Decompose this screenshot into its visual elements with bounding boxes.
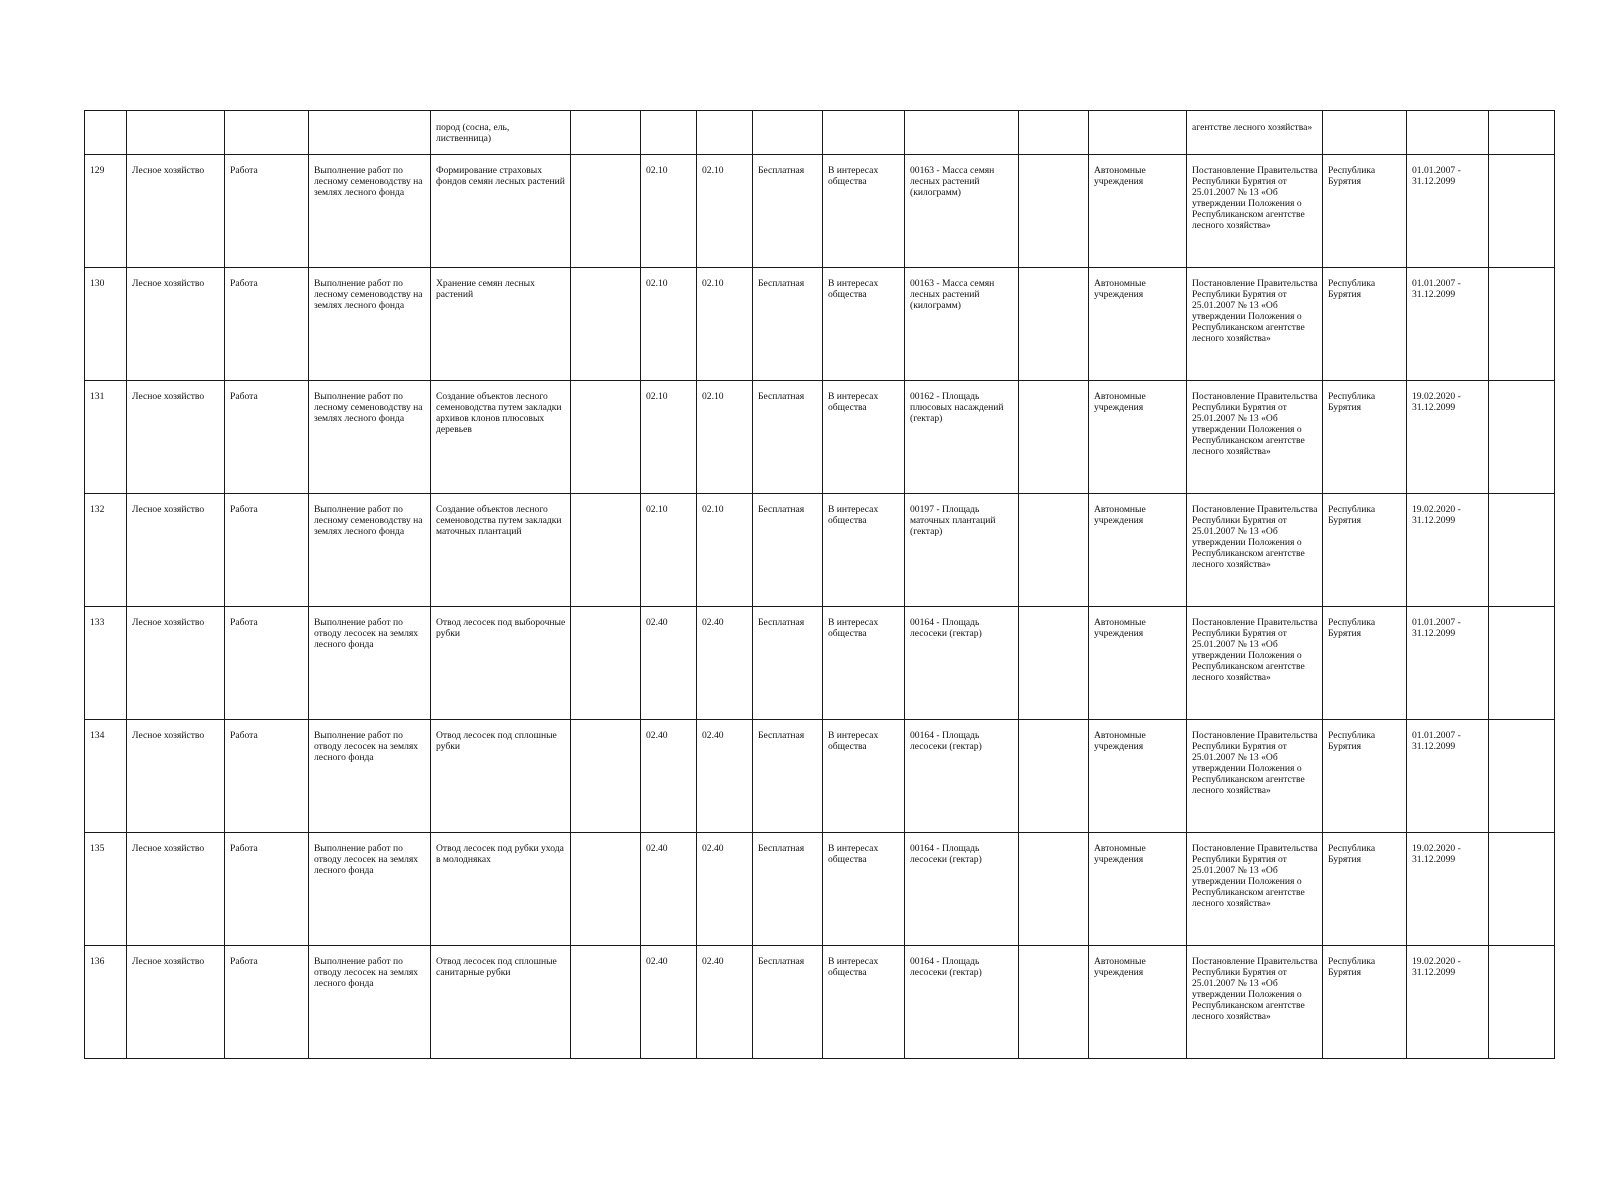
cell-code1: 02.10 (641, 155, 697, 268)
cell-code1: 02.40 (641, 946, 697, 1059)
cell-indicator: 00164 - Площадь лесосеки (гектар) (905, 946, 1019, 1059)
cell-basis: Постановление Правительства Республики Бурятия от 25.01.2007 № 13 «Об утверждении Положения о Республиканском агентстве лесного хозяйства» (1187, 155, 1323, 268)
cell-code1: 02.40 (641, 607, 697, 720)
cell-num: 135 (85, 833, 127, 946)
cell-content: пород (сосна, ель, лиственница) (431, 111, 571, 155)
cell-provider: Автономные учреждения (1089, 833, 1187, 946)
cell-provider: Автономные учреждения (1089, 720, 1187, 833)
cell-payment (753, 111, 823, 155)
cell-region: Республика Бурятия (1323, 946, 1407, 1059)
cell-period: 19.02.2020 - 31.12.2099 (1407, 494, 1489, 607)
cell-name: Выполнение работ по отводу лесосек на землях лесного фонда (309, 720, 431, 833)
cell-content: Отвод лесосек под рубки ухода в молодняках (431, 833, 571, 946)
cell-content: Отвод лесосек под сплошные санитарные рубки (431, 946, 571, 1059)
cell-name: Выполнение работ по лесному семеноводству на землях лесного фонда (309, 494, 431, 607)
cell-interest: В интересах общества (823, 720, 905, 833)
cell-num: 129 (85, 155, 127, 268)
cell-num: 132 (85, 494, 127, 607)
cell-provider: Автономные учреждения (1089, 946, 1187, 1059)
cell-content: Отвод лесосек под сплошные рубки (431, 720, 571, 833)
cell-sphere: Лесное хозяйство (127, 607, 225, 720)
cell-code2: 02.40 (697, 607, 753, 720)
cell-indicator: 00164 - Площадь лесосеки (гектар) (905, 607, 1019, 720)
cell-indicator (905, 111, 1019, 155)
cell-empty (1489, 494, 1555, 607)
cell-sphere: Лесное хозяйство (127, 381, 225, 494)
cell-payment: Бесплатная (753, 607, 823, 720)
cell-basis: агентстве лесного хозяйства» (1187, 111, 1323, 155)
cell-name: Выполнение работ по лесному семеноводству на землях лесного фонда (309, 381, 431, 494)
cell-indicator: 00162 - Площадь плюсовых насаждений (гектар) (905, 381, 1019, 494)
cell-interest: В интересах общества (823, 155, 905, 268)
document-page (84, 110, 1554, 1059)
cell-code1: 02.40 (641, 833, 697, 946)
cell-interest: В интересах общества (823, 607, 905, 720)
cell-interest (823, 111, 905, 155)
cell-indicator: 00163 - Масса семян лесных растений (килограмм) (905, 268, 1019, 381)
cell-empty (1489, 946, 1555, 1059)
cell-empty (1489, 155, 1555, 268)
cell-name: Выполнение работ по отводу лесосек на землях лесного фонда (309, 946, 431, 1059)
cell-provider: Автономные учреждения (1089, 268, 1187, 381)
cell-empty (1489, 111, 1555, 155)
cell-provider: Автономные учреждения (1089, 155, 1187, 268)
cell-code2: 02.40 (697, 833, 753, 946)
cell-code1 (641, 111, 697, 155)
cell-empty (1019, 494, 1089, 607)
cell-kind: Работа (225, 155, 309, 268)
cell-code2: 02.10 (697, 494, 753, 607)
cell-payment: Бесплатная (753, 720, 823, 833)
cell-sphere (127, 111, 225, 155)
cell-empty (1019, 381, 1089, 494)
cell-region: Республика Бурятия (1323, 833, 1407, 946)
continuation-row (85, 111, 1555, 155)
cell-sphere: Лесное хозяйство (127, 268, 225, 381)
cell-empty (1019, 111, 1089, 155)
cell-period: 19.02.2020 - 31.12.2099 (1407, 833, 1489, 946)
cell-empty (1019, 833, 1089, 946)
cell-region: Республика Бурятия (1323, 720, 1407, 833)
cell-name: Выполнение работ по лесному семеноводству на землях лесного фонда (309, 268, 431, 381)
cell-empty (1019, 268, 1089, 381)
cell-sphere: Лесное хозяйство (127, 720, 225, 833)
cell-sphere: Лесное хозяйство (127, 155, 225, 268)
cell-name: Выполнение работ по отводу лесосек на землях лесного фонда (309, 607, 431, 720)
cell-empty (1019, 155, 1089, 268)
cell-empty (571, 607, 641, 720)
cell-interest: В интересах общества (823, 833, 905, 946)
cell-period: 19.02.2020 - 31.12.2099 (1407, 381, 1489, 494)
cell-payment: Бесплатная (753, 155, 823, 268)
cell-empty (1489, 268, 1555, 381)
cell-content: Формирование страховых фондов семян лесных растений (431, 155, 571, 268)
cell-sphere: Лесное хозяйство (127, 946, 225, 1059)
table-row (85, 720, 1555, 833)
cell-payment: Бесплатная (753, 381, 823, 494)
cell-num: 134 (85, 720, 127, 833)
cell-basis: Постановление Правительства Республики Бурятия от 25.01.2007 № 13 «Об утверждении Положения о Республиканском агентстве лесного хозяйства» (1187, 946, 1323, 1059)
cell-sphere: Лесное хозяйство (127, 494, 225, 607)
cell-empty (1489, 720, 1555, 833)
cell-interest: В интересах общества (823, 946, 905, 1059)
cell-code2: 02.40 (697, 720, 753, 833)
table-row (85, 268, 1555, 381)
table-row (85, 833, 1555, 946)
cell-empty (571, 268, 641, 381)
cell-period: 01.01.2007 - 31.12.2099 (1407, 720, 1489, 833)
cell-name: Выполнение работ по отводу лесосек на землях лесного фонда (309, 833, 431, 946)
cell-kind: Работа (225, 494, 309, 607)
cell-code2 (697, 111, 753, 155)
cell-indicator: 00164 - Площадь лесосеки (гектар) (905, 720, 1019, 833)
cell-code1: 02.10 (641, 494, 697, 607)
cell-region: Республика Бурятия (1323, 155, 1407, 268)
cell-code1: 02.40 (641, 720, 697, 833)
cell-code2: 02.10 (697, 155, 753, 268)
cell-empty (571, 111, 641, 155)
cell-kind: Работа (225, 607, 309, 720)
cell-kind (225, 111, 309, 155)
cell-sphere: Лесное хозяйство (127, 833, 225, 946)
table-row (85, 155, 1555, 268)
cell-num: 130 (85, 268, 127, 381)
cell-provider: Автономные учреждения (1089, 381, 1187, 494)
cell-basis: Постановление Правительства Республики Бурятия от 25.01.2007 № 13 «Об утверждении Положения о Республиканском агентстве лесного хозяйства» (1187, 833, 1323, 946)
cell-period: 19.02.2020 - 31.12.2099 (1407, 946, 1489, 1059)
cell-empty (1489, 381, 1555, 494)
cell-empty (1019, 946, 1089, 1059)
table-row (85, 607, 1555, 720)
cell-code1: 02.10 (641, 268, 697, 381)
cell-empty (571, 381, 641, 494)
cell-empty (1019, 720, 1089, 833)
cell-payment: Бесплатная (753, 833, 823, 946)
cell-content: Создание объектов лесного семеноводства путем закладки маточных плантаций (431, 494, 571, 607)
cell-basis: Постановление Правительства Республики Бурятия от 25.01.2007 № 13 «Об утверждении Положения о Республиканском агентстве лесного хозяйства» (1187, 720, 1323, 833)
cell-empty (571, 155, 641, 268)
cell-indicator: 00164 - Площадь лесосеки (гектар) (905, 833, 1019, 946)
cell-interest: В интересах общества (823, 494, 905, 607)
cell-empty (571, 833, 641, 946)
cell-num (85, 111, 127, 155)
cell-empty (1489, 607, 1555, 720)
cell-payment: Бесплатная (753, 946, 823, 1059)
cell-empty (1019, 607, 1089, 720)
cell-provider: Автономные учреждения (1089, 494, 1187, 607)
cell-period: 01.01.2007 - 31.12.2099 (1407, 155, 1489, 268)
cell-basis: Постановление Правительства Республики Бурятия от 25.01.2007 № 13 «Об утверждении Положения о Республиканском агентстве лесного хозяйства» (1187, 268, 1323, 381)
cell-region: Республика Бурятия (1323, 494, 1407, 607)
cell-name: Выполнение работ по лесному семеноводству на землях лесного фонда (309, 155, 431, 268)
cell-kind: Работа (225, 268, 309, 381)
cell-region: Республика Бурятия (1323, 607, 1407, 720)
cell-region: Республика Бурятия (1323, 381, 1407, 494)
cell-num: 133 (85, 607, 127, 720)
cell-period: 01.01.2007 - 31.12.2099 (1407, 607, 1489, 720)
cell-indicator: 00163 - Масса семян лесных растений (килограмм) (905, 155, 1019, 268)
cell-basis: Постановление Правительства Республики Бурятия от 25.01.2007 № 13 «Об утверждении Положения о Республиканском агентстве лесного хозяйства» (1187, 607, 1323, 720)
cell-empty (1489, 833, 1555, 946)
cell-code2: 02.10 (697, 268, 753, 381)
cell-region (1323, 111, 1407, 155)
cell-code2: 02.10 (697, 381, 753, 494)
cell-kind: Работа (225, 833, 309, 946)
cell-content: Отвод лесосек под выборочные рубки (431, 607, 571, 720)
cell-indicator: 00197 - Площадь маточных плантаций (гектар) (905, 494, 1019, 607)
cell-content: Хранение семян лесных растений (431, 268, 571, 381)
cell-provider (1089, 111, 1187, 155)
cell-empty (571, 720, 641, 833)
table-row (85, 494, 1555, 607)
cell-interest: В интересах общества (823, 268, 905, 381)
cell-region: Республика Бурятия (1323, 268, 1407, 381)
cell-payment: Бесплатная (753, 268, 823, 381)
table-row (85, 381, 1555, 494)
table-row (85, 946, 1555, 1059)
cell-empty (571, 946, 641, 1059)
services-registry-table (84, 110, 1555, 1059)
cell-period: 01.01.2007 - 31.12.2099 (1407, 268, 1489, 381)
cell-kind: Работа (225, 381, 309, 494)
cell-num: 136 (85, 946, 127, 1059)
cell-interest: В интересах общества (823, 381, 905, 494)
cell-name (309, 111, 431, 155)
cell-num: 131 (85, 381, 127, 494)
cell-kind: Работа (225, 946, 309, 1059)
cell-period (1407, 111, 1489, 155)
cell-content: Создание объектов лесного семеноводства путем закладки архивов клонов плюсовых деревьев (431, 381, 571, 494)
cell-basis: Постановление Правительства Республики Бурятия от 25.01.2007 № 13 «Об утверждении Положения о Республиканском агентстве лесного хозяйства» (1187, 381, 1323, 494)
cell-payment: Бесплатная (753, 494, 823, 607)
cell-code2: 02.40 (697, 946, 753, 1059)
cell-kind: Работа (225, 720, 309, 833)
cell-basis: Постановление Правительства Республики Бурятия от 25.01.2007 № 13 «Об утверждении Положения о Республиканском агентстве лесного хозяйства» (1187, 494, 1323, 607)
cell-code1: 02.10 (641, 381, 697, 494)
cell-provider: Автономные учреждения (1089, 607, 1187, 720)
cell-empty (571, 494, 641, 607)
